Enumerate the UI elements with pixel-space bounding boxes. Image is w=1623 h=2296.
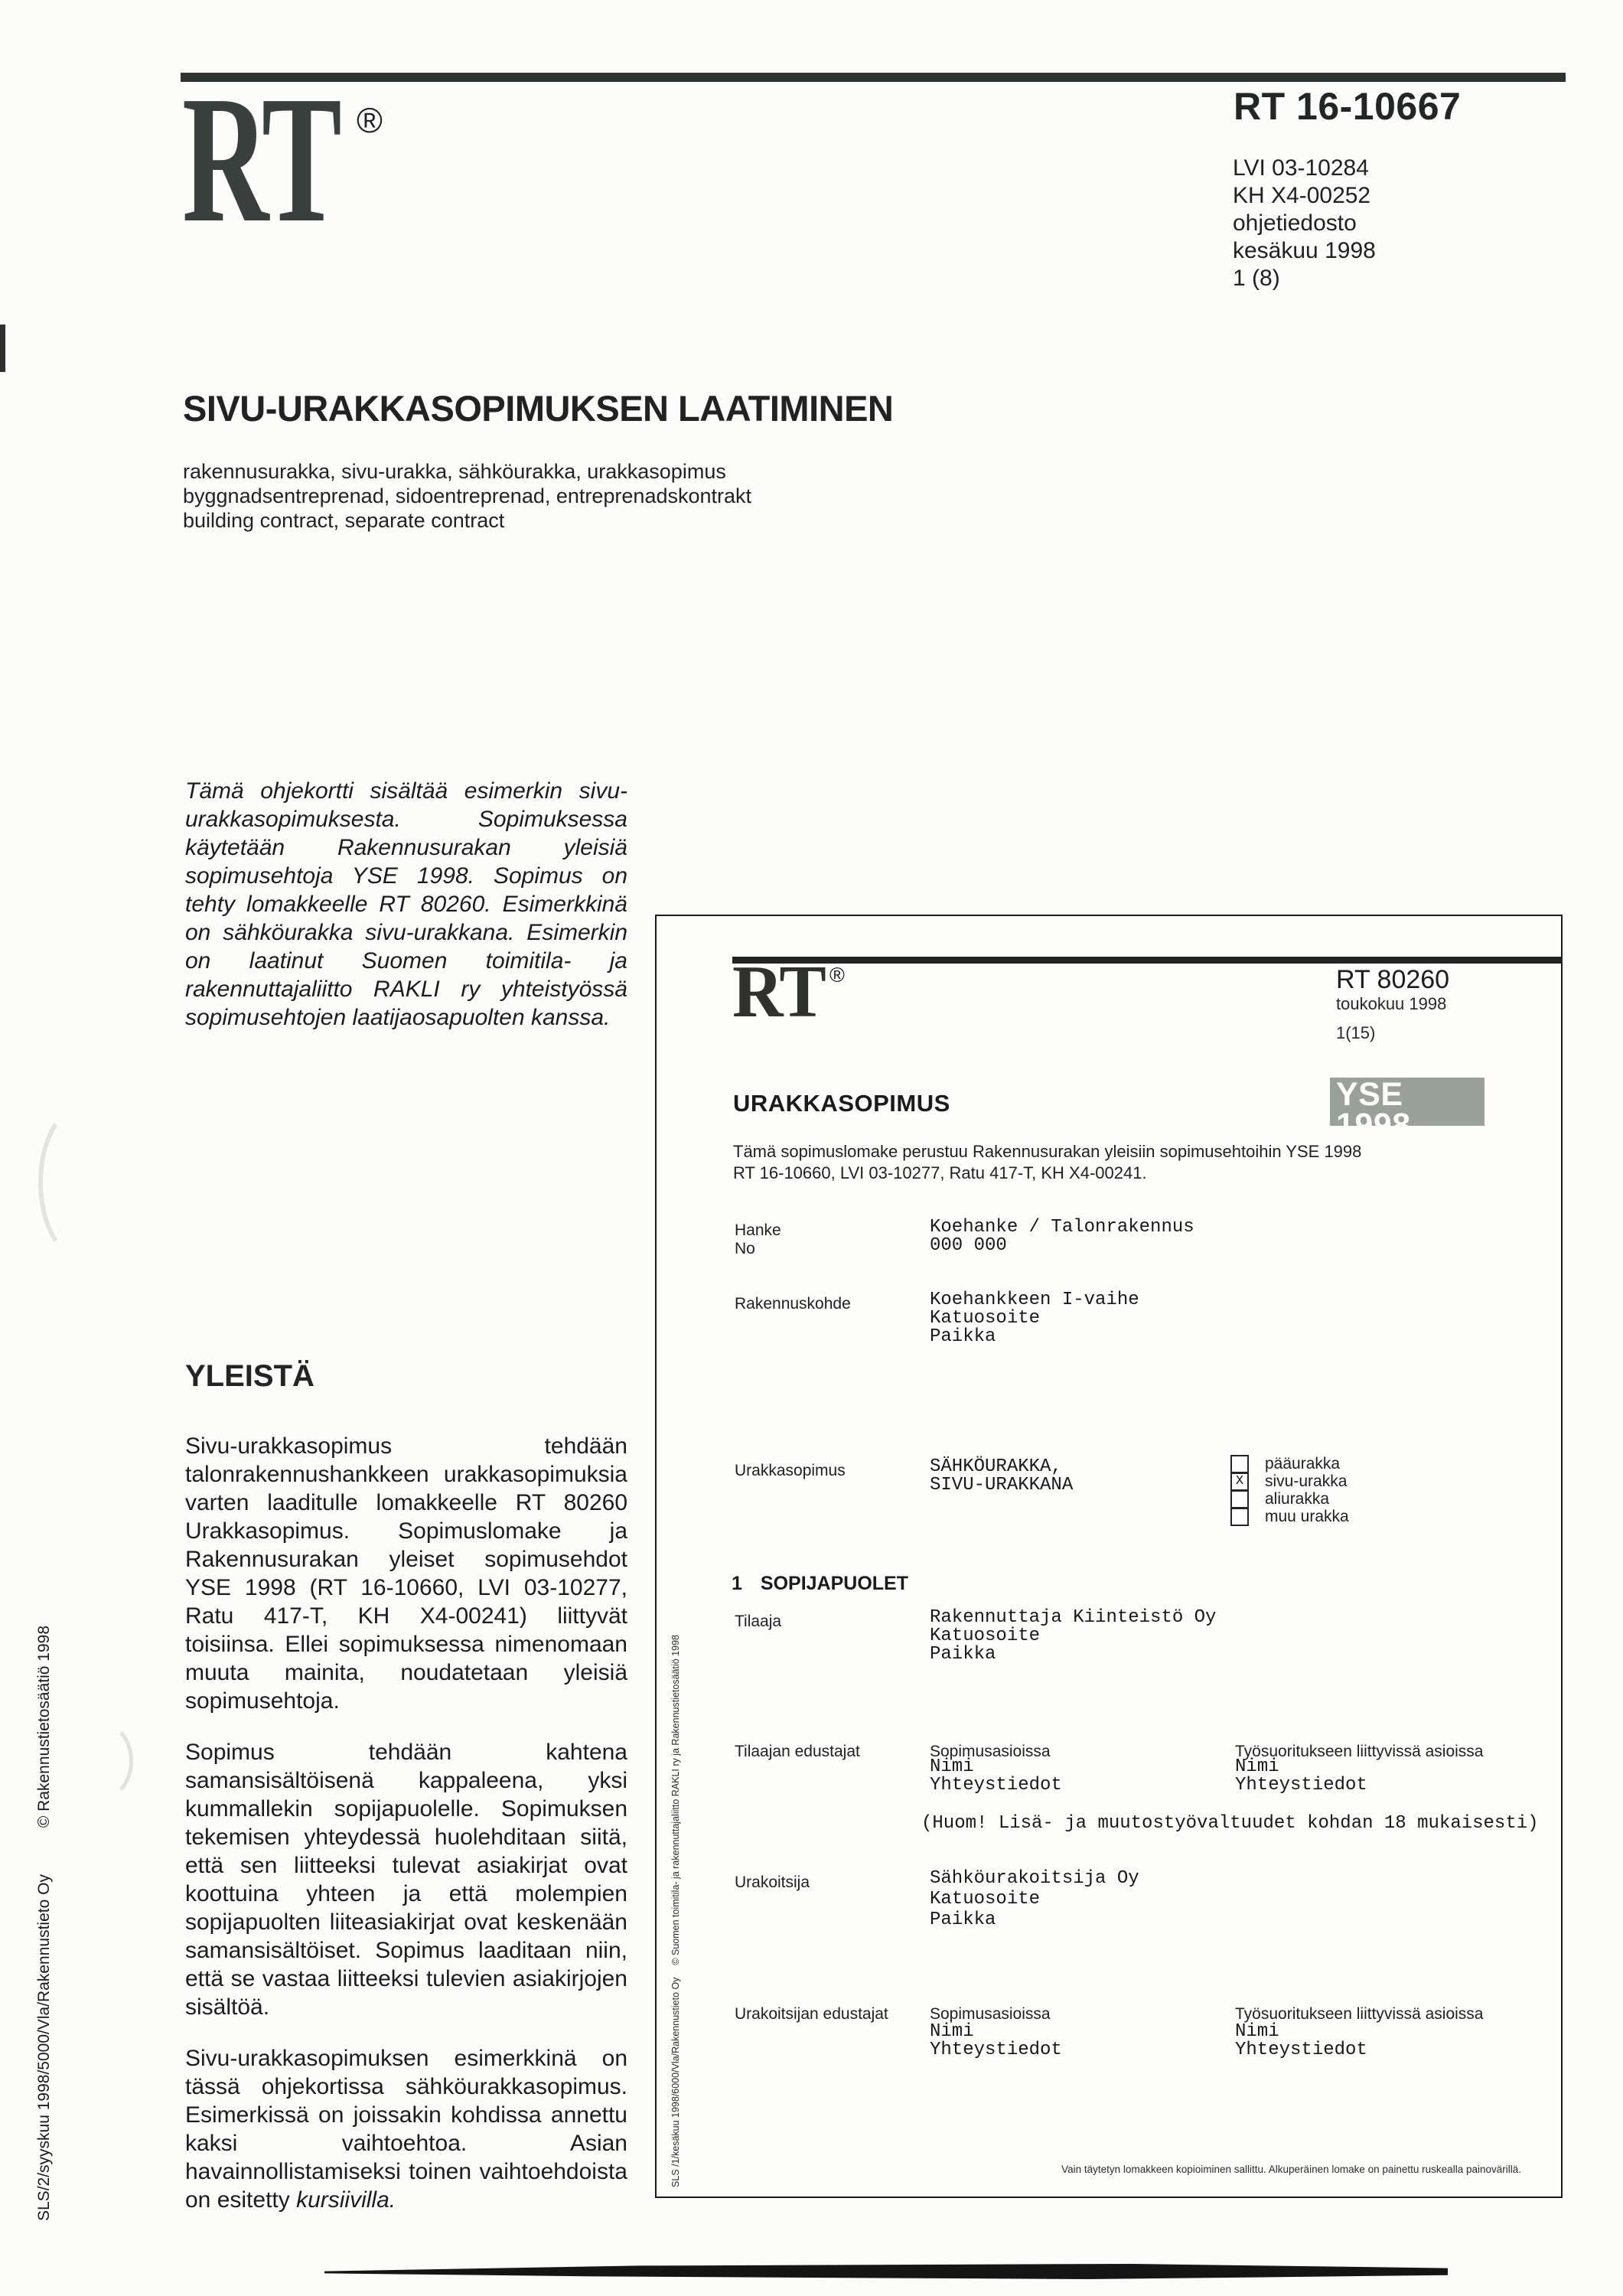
imprint-left-series: SLS/2/syyskuu 1998/5000/Vla/Rakennustieto Oy xyxy=(35,1874,53,2221)
form-section-sopijapuolet xyxy=(732,1573,908,1595)
urakoitsijan-edustaja-col2[interactable] xyxy=(1235,2023,1367,2060)
column-header-sopimusasioissa: Sopimusasioissa xyxy=(930,1743,1051,1760)
field-value-urakkasopimus[interactable] xyxy=(930,1458,1073,1495)
form-header-rule xyxy=(732,957,1563,964)
field-label-tilaaja: Tilaaja xyxy=(735,1613,782,1630)
checkbox-row-sivu-urakka xyxy=(1230,1472,1347,1491)
tilaajan-edustaja-col2[interactable] xyxy=(1235,1758,1367,1795)
scan-edge-mark xyxy=(0,325,5,372)
body-paragraph-2: Sopimus tehdään kahtena samansisältöisenä kappaleena, yksi kummallekin sopijapuolelle. Sopimuksen tekemisen yhteydessä huolehditaan siitä, että sen liitteeksi tulevat asiakirjat ovat koottuina yhteen ja että molempien sopijapuolten liiteasiakirjat ovat keskenään samansisältöiset. Sopimus laaditaan niin, että se vastaa liitteeksi tulevien asiakirjojen sisältöä. xyxy=(185,1740,627,2020)
edustaja-nimi: Nimi xyxy=(1235,1756,1279,1777)
field-value-no[interactable]: 000 000 xyxy=(930,1235,1007,1256)
body-paragraph-3-text: Sivu-urakkasopimuksen esimerkkinä on tässä ohjekortissa sähköurakkasopimus. Esimerkissä on joissakin kohdissa annettu kaksi vaihtoehtoa. Asian havainnollistamiseksi toinen vaihtoehdoista on esitetty xyxy=(185,2046,627,2213)
scan-artifact-arc xyxy=(66,1720,133,1802)
form-code: RT 80260 xyxy=(1336,965,1450,994)
checkbox-label-muu-urakka: muu urakka xyxy=(1265,1507,1349,1525)
ref-date: kesäkuu 1998 xyxy=(1233,238,1376,263)
huom-note: (Huom! Lisä- ja muutostyövaltuudet kohdan 18 mukaisesti) xyxy=(921,1813,1539,1834)
ref-type: ohjetiedosto xyxy=(1233,210,1357,236)
imprint-left-vertical xyxy=(35,1626,54,2221)
section-heading-yleista: YLEISTÄ xyxy=(185,1359,314,1393)
rakennuskohde-line: Koehankkeen I-vaihe xyxy=(930,1290,1139,1310)
body-paragraph-3-italic: kursiivilla. xyxy=(296,2187,396,2213)
checkbox-label-paaurakka: pääurakka xyxy=(1265,1454,1341,1473)
yse-1998-badge xyxy=(1330,1076,1484,1157)
field-value-tilaaja[interactable] xyxy=(930,1609,1216,1664)
edustaja-nimi: Nimi xyxy=(930,2021,974,2042)
checkbox-aliurakka[interactable] xyxy=(1230,1490,1249,1508)
field-label-urakoitsija: Urakoitsija xyxy=(735,1874,810,1891)
keywords-fi: rakennusurakka, sivu-urakka, sähköurakka, urakkasopimus xyxy=(183,460,726,483)
field-value-rakennuskohde[interactable] xyxy=(930,1291,1139,1346)
tilaaja-line: Rakennuttaja Kiinteistö Oy xyxy=(930,1607,1217,1628)
ref-pages: 1 (8) xyxy=(1233,266,1280,291)
form-footer-note: Vain täytetyn lomakkeen kopioiminen sallittu. Alkuperäinen lomake on painettu ruskealla painovärillä. xyxy=(1061,2164,1521,2175)
form-basis-note xyxy=(733,1141,1361,1184)
field-value-hanke[interactable]: Koehanke / Talonrakennus xyxy=(930,1217,1194,1238)
keywords-en: building contract, separate contract xyxy=(183,509,505,532)
checkbox-row-aliurakka xyxy=(1230,1489,1329,1508)
keywords-sv: byggnadsentreprenad, sidoentreprenad, entreprenadskontrakt xyxy=(183,484,752,507)
form-basis-note-line2: RT 16-10660, LVI 03-10277, Ratu 417-T, KH X4-00241. xyxy=(733,1163,1147,1182)
page-title: SIVU-URAKKASOPIMUKSEN LAATIMINEN xyxy=(183,388,894,429)
field-label-urakoitsijan-edustajat: Urakoitsijan edustajat xyxy=(735,2005,888,2023)
ref-lvi: LVI 03-10284 xyxy=(1233,155,1369,181)
bottom-rule xyxy=(324,2264,1448,2279)
column-header-tyosuoritukseen: Työsuoritukseen liittyvissä asioissa xyxy=(1235,1743,1484,1760)
body-paragraph-1: Sivu-urakkasopimus tehdään talonrakennushankkeen urakkasopimuksia varten laaditulle lomakkeelle RT 80260 Urakkasopimus. Sopimuslomake ja Rakennusurakan yleiset sopimusehdot YSE 1998 (RT 16-10660, LVI 03-10277, Ratu 417-T, KH X4-00241) liittyvät toisiinsa. Ellei sopimuksessa nimenomaan muuta mainita, noudatetaan yleisiä sopimusehtoja. xyxy=(185,1433,627,1714)
field-label-hanke: Hanke xyxy=(735,1221,781,1239)
scan-artifact-arc xyxy=(38,1107,121,1258)
rakennuskohde-line: Katuosoite xyxy=(930,1308,1041,1329)
checkbox-paaurakka[interactable] xyxy=(1230,1455,1249,1473)
edustaja-yhteystiedot: Yhteystiedot xyxy=(930,1775,1062,1795)
urakkasopimus-line: SÄHKÖURAKKA, xyxy=(930,1456,1062,1477)
urakkasopimus-line: SIVU-URAKKANA xyxy=(930,1475,1074,1495)
form-imprint-copyright: © Suomen toimitila- ja rakennuttajaliitto RAKLI ry ja Rakennustietosäätiö 1998 xyxy=(670,1635,681,1965)
edustaja-yhteystiedot: Yhteystiedot xyxy=(1235,1775,1367,1795)
field-value-urakoitsija[interactable] xyxy=(930,1868,1139,1930)
form-registered-trademark-icon: ® xyxy=(829,964,845,987)
document-references xyxy=(1233,155,1376,292)
field-label-rakennuskohde: Rakennuskohde xyxy=(735,1295,851,1313)
urakoitsija-line: Katuosoite xyxy=(930,1889,1041,1910)
section-number: 1 xyxy=(732,1573,742,1594)
edustaja-yhteystiedot: Yhteystiedot xyxy=(1235,2040,1367,2060)
rakennuskohde-line: Paikka xyxy=(930,1326,996,1347)
checkbox-muu-urakka[interactable] xyxy=(1230,1508,1249,1526)
form-heading: URAKKASOPIMUS xyxy=(733,1090,950,1117)
contract-form xyxy=(655,915,1563,2198)
form-basis-note-line1: Tämä sopimuslomake perustuu Rakennusurakan yleisiin sopimusehtoihin YSE 1998 xyxy=(733,1142,1362,1161)
checkbox-label-sivu-urakka: sivu-urakka xyxy=(1265,1472,1348,1490)
urakoitsija-line: Sähköurakoitsija Oy xyxy=(930,1868,1139,1889)
edustaja-nimi: Nimi xyxy=(930,1756,974,1777)
checkbox-label-aliurakka: aliurakka xyxy=(1265,1489,1330,1508)
checkbox-row-paaurakka xyxy=(1230,1454,1340,1473)
tilaaja-line: Katuosoite xyxy=(930,1626,1041,1646)
header-rule xyxy=(181,73,1566,82)
form-date: toukokuu 1998 xyxy=(1336,994,1447,1013)
column-header-tyosuoritukseen: Työsuoritukseen liittyvissä asioissa xyxy=(1235,2005,1484,2023)
urakoitsijan-edustaja-col1[interactable] xyxy=(930,2023,1062,2060)
ref-kh: KH X4-00252 xyxy=(1233,183,1371,208)
edustaja-yhteystiedot: Yhteystiedot xyxy=(930,2040,1062,2060)
field-label-no: No xyxy=(735,1240,755,1257)
form-rt-logo: RT xyxy=(732,951,825,1033)
field-label-urakkasopimus: Urakkasopimus xyxy=(735,1462,846,1479)
rt-logo: RT xyxy=(182,59,339,260)
checkbox-sivu-urakka[interactable]: X xyxy=(1230,1473,1249,1491)
form-imprint-vertical xyxy=(670,1635,681,2187)
edustaja-nimi: Nimi xyxy=(1235,2021,1279,2042)
tilaajan-edustaja-col1[interactable] xyxy=(930,1758,1062,1795)
tilaaja-line: Paikka xyxy=(930,1644,996,1665)
badge-subtitle: asiakirja xyxy=(1412,1137,1480,1157)
intro-paragraph: Tämä ohjekortti sisältää esimerkin sivu-urakkasopimuksesta. Sopimuksessa käytetään Rakennusurakan yleisiä sopimusehtoja YSE 1998. Sopimus on tehty lomakkeelle RT 80260. Esimerkkinä on sähköurakka sivu-urakkana. Esimerkin on laatinut Suomen toimitila- ja rakennuttajaliitto RAKLI ry yhteistyössä sopimusehtojen laatijaosapuolten kanssa. xyxy=(185,778,627,1030)
urakoitsija-line: Paikka xyxy=(930,1910,996,1930)
form-page-number: 1(15) xyxy=(1336,1023,1376,1042)
field-label-tilaajan-edustajat: Tilaajan edustajat xyxy=(735,1743,860,1760)
form-imprint-series: SLS /1/kesäkuu 1998/6000/Vla/Rakennustieto Oy xyxy=(670,1977,681,2187)
body-paragraph-3 xyxy=(185,2044,627,2214)
document-number: RT 16-10667 xyxy=(1234,85,1462,128)
checkbox-row-muu-urakka xyxy=(1230,1507,1349,1526)
section-title: SOPIJAPUOLET xyxy=(760,1573,908,1594)
keywords xyxy=(183,459,751,533)
registered-trademark-icon: ® xyxy=(357,100,383,140)
imprint-left-copyright: © Rakennustietosäätiö 1998 xyxy=(35,1626,53,1828)
badge-title: YSE 1998 xyxy=(1336,1076,1411,1143)
column-header-sopimusasioissa: Sopimusasioissa xyxy=(930,2005,1051,2023)
